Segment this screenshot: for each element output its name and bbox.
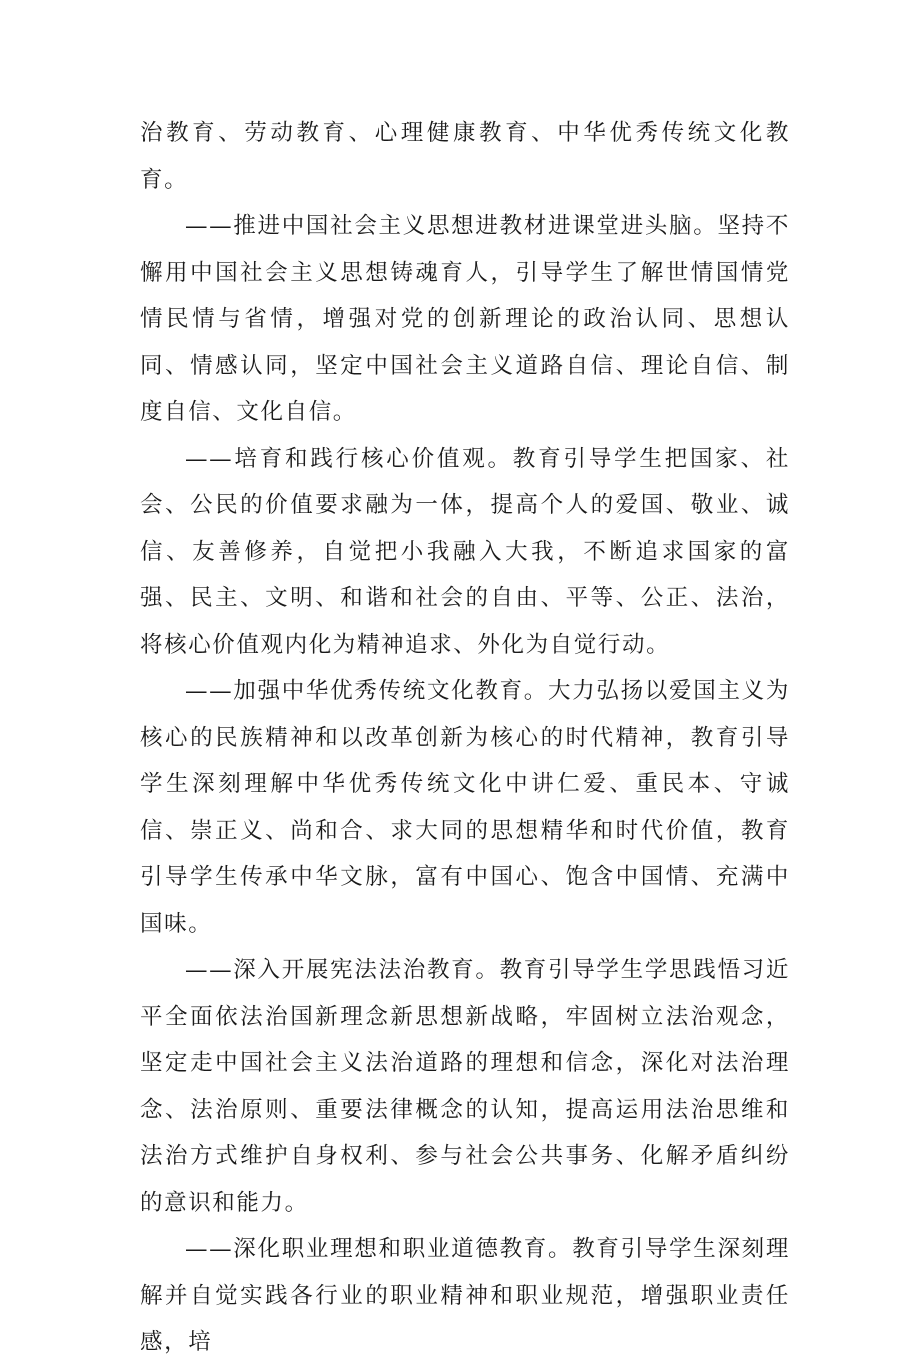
paragraph-continued: 治教育、劳动教育、心理健康教育、中华优秀传统文化教育。 [140, 120, 790, 193]
paragraph-core-values: ——培育和践行核心价值观。教育引导学生把国家、社会、公民的价值要求融为一体，提高个人的爱国、敬业、诚信、友善修养，自觉把小我融入大我，不断追求国家的富强、民主、文明、和谐和社会的自由、平等、公正、法治，将核心价值观内化为精神追求、外化为自觉行动。 [140, 445, 790, 658]
paragraph-professional-ethics: ——深化职业理想和职业道德教育。教育引导学生深刻理解并自觉实践各行业的职业精神和职业规范，增强职业责任感，培 [140, 1236, 790, 1355]
paragraph-traditional-culture: ——加强中华优秀传统文化教育。大力弘扬以爱国主义为核心的民族精神和以改革创新为核心的时代精神，教育引导学生深刻理解中华优秀传统文化中讲仁爱、重民本、守诚信、崇正义、尚和合、求大同的思想精华和时代价值，教育引导学生传承中华文脉，富有中国心、饱含中国情、充满中国味。 [140, 678, 790, 937]
paragraph-ideology-education: ——推进中国社会主义思想进教材进课堂进头脑。坚持不懈用中国社会主义思想铸魂育人，引导学生了解世情国情党情民情与省情，增强对党的创新理论的政治认同、思想认同、情感认同，坚定中国社会主义道路自信、理论自信、制度自信、文化自信。 [140, 213, 790, 425]
body-text [140, 110, 790, 1366]
paragraph-rule-of-law: ——深入开展宪法法治教育。教育引导学生学思践悟习近平全面依法治国新理念新思想新战略，牢固树立法治观念，坚定走中国社会主义法治道路的理想和信念，深化对法治理念、法治原则、重要法律概念的认知，提高运用法治思维和法治方式维护自身权利、参与社会公共事务、化解矛盾纠纷的意识和能力。 [140, 957, 790, 1216]
